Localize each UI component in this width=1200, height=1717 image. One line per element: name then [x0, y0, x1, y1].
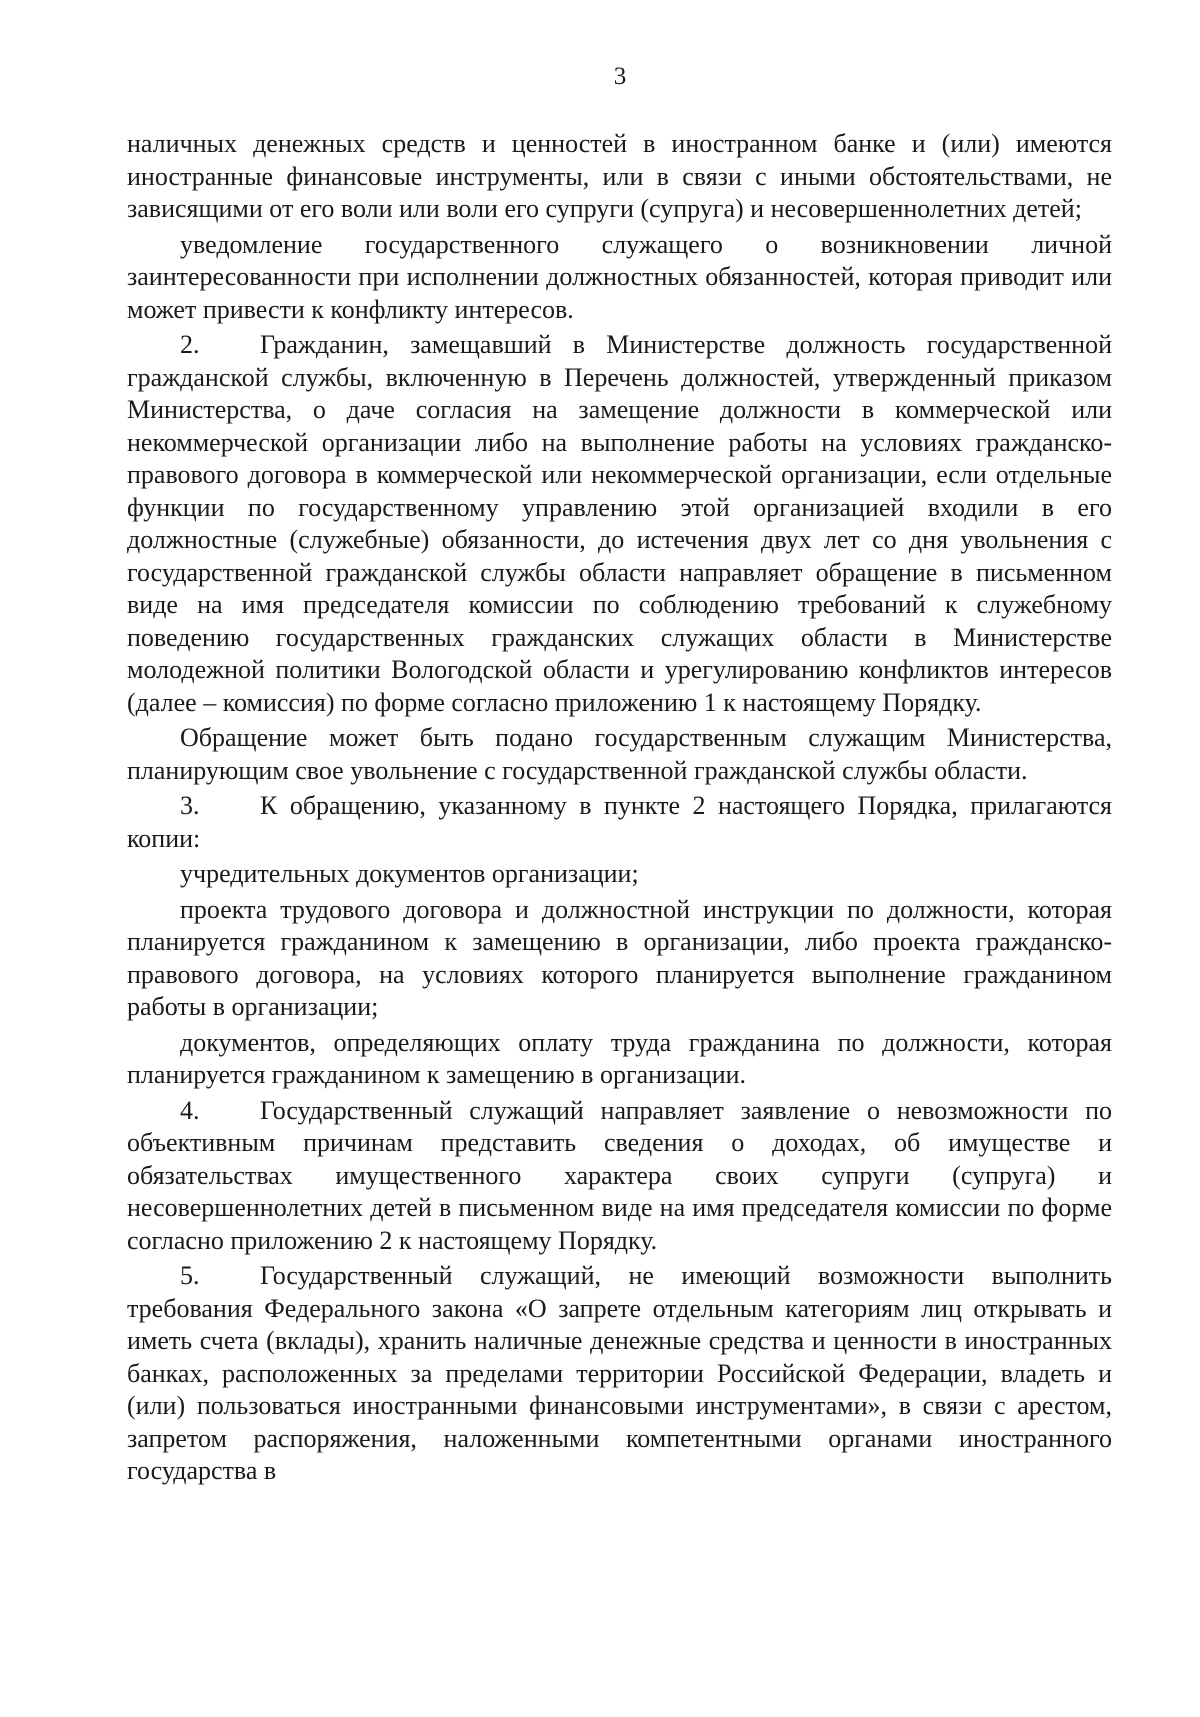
list-item-labor-contract: проекта трудового договора и должностной инструкции по должности, которая планируется гражданином к замещению в организации, либо проекта гражданско-правового договора, на условиях которого планируется выполнение гражданином работы в организации;: [127, 894, 1112, 1021]
paragraph-number: 3.: [180, 791, 200, 820]
paragraph-text: Государственный служащий направляет заявление о невозможности по объективным причинам представить сведения о доходах, об имуществе и обязательствах имущественного характера своих супруги (супруга) и несовершеннолетних детей в письменном виде на имя председателя комиссии по форме согласно приложению 2 к настоящему Порядку.: [127, 1095, 1112, 1255]
paragraph-number: 5.: [180, 1261, 200, 1290]
paragraph-number: 2.: [180, 330, 200, 359]
paragraph-text: К обращению, указанному в пункте 2 настоящего Порядка, прилагаются копии:: [127, 791, 1112, 853]
paragraph-text: Государственный служащий, не имеющий возможности выполнить требования Федерального закона «О запрете отдельным категориям лиц открывать и иметь счета (вклады), хранить наличные денежные средства и ценности в иностранных банках, расположенных за пределами территории Российской Федерации, владеть и (или) пользоваться иностранными финансовыми инструментами», в связи с арестом, запретом распоряжения, наложенными компетентными органами иностранного государства в: [127, 1261, 1112, 1485]
paragraph-conflict-notice: уведомление государственного служащего о возникновении личной заинтересованности при исполнении должностных обязанностей, которая приводит или может привести к конфликту интересов.: [127, 229, 1112, 324]
page-number: 3: [613, 63, 627, 90]
paragraph-number: 4.: [180, 1095, 200, 1125]
paragraph-3: [127, 790, 1112, 855]
paragraph-text: Гражданин, замещавший в Министерстве должность государственной гражданской службы, включенную в Перечень должностей, утвержденный приказом Министерства, о даче согласия на замещение должности в коммерческой или некоммерческой организации либо на выполнение работы на условиях гражданско-правового договора в коммерческой или некоммерческой организации, если отдельные функции по государственному управлению этой организацией входили в его должностные (служебные) обязанности, до истечения двух лет со дня увольнения с государственной гражданской службы области направляет обращение в письменном виде на имя председателя комиссии по соблюдению требований к служебному поведению государственных гражданских служащих области в Министерстве молодежной политики Вологодской области и урегулированию конфликтов интересов (далее – комиссия) по форме согласно приложению 1 к настоящему Порядку.: [127, 330, 1112, 717]
paragraph-continuation: наличных денежных средств и ценностей в иностранном банке и (или) имеются иностранные финансовые инструменты, или в связи с иными обстоятельствами, не зависящими от его воли или воли его супруги (супруга) и несовершеннолетних детей;: [127, 129, 1112, 223]
list-item-payment-documents: документов, определяющих оплату труда гражданина по должности, которая планируется гражданином к замещению в организации.: [127, 1027, 1112, 1089]
list-item-founding-documents: учредительных документов организации;: [180, 859, 639, 888]
paragraph-4: [127, 1095, 1112, 1258]
paragraph-2: [127, 329, 1112, 719]
paragraph-5: [127, 1260, 1112, 1488]
document-body: [127, 128, 1112, 1488]
paragraph-appeal: Обращение может быть подано государственным служащим Министерства, планирующим свое увольнение с государственной гражданской службы области.: [127, 723, 1112, 785]
